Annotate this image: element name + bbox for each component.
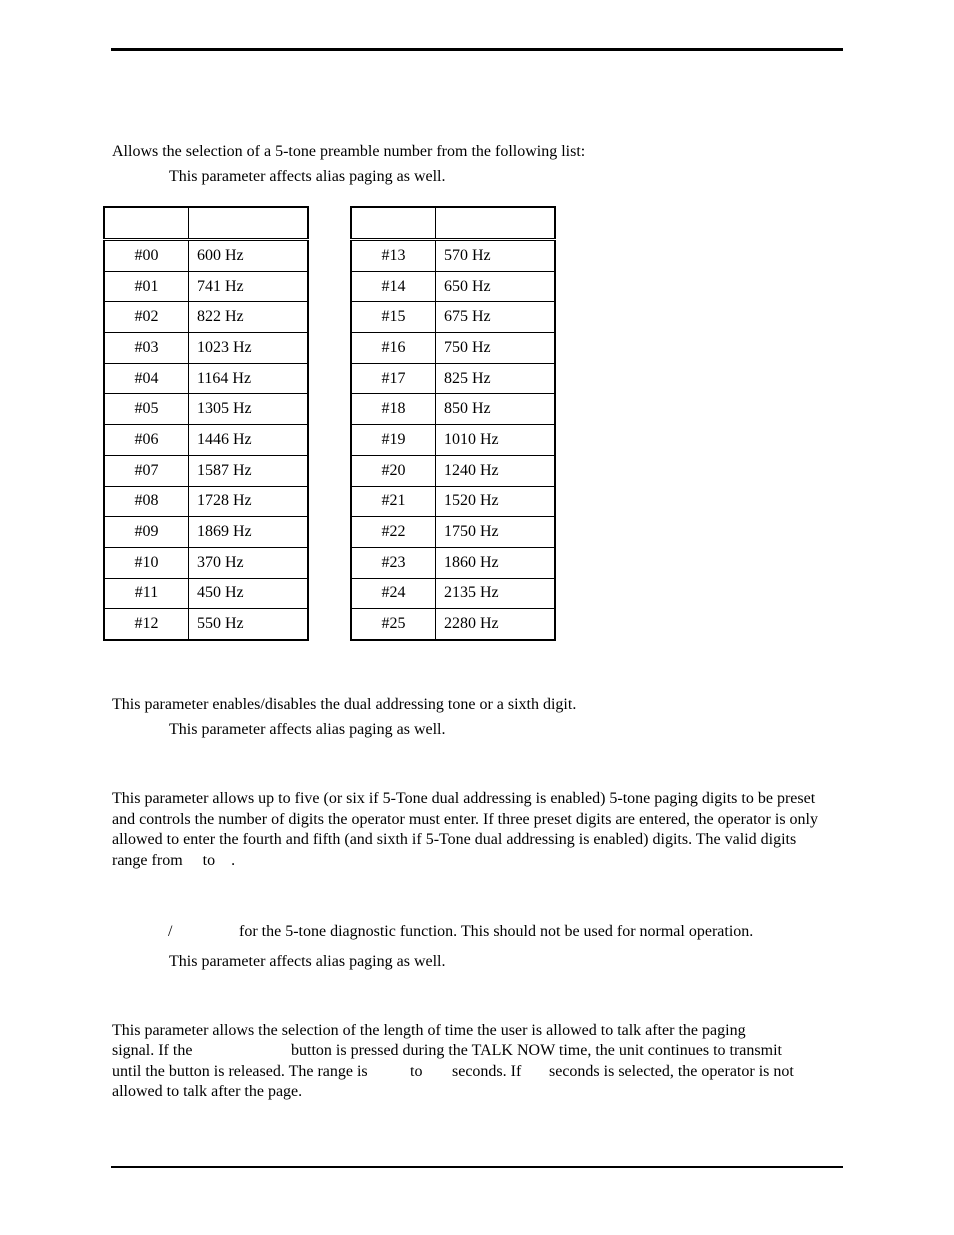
- preamble-number: #06: [104, 425, 189, 456]
- table-row: [351, 271, 555, 302]
- preset-text: [112, 789, 834, 871]
- preamble-frequency: 370 Hz: [189, 547, 309, 578]
- preamble-frequency: 650 Hz: [436, 271, 556, 302]
- preamble-number: #02: [104, 302, 189, 333]
- table-row: [104, 302, 308, 333]
- preamble-number: #24: [351, 578, 436, 609]
- preamble-number: #25: [351, 609, 436, 640]
- table-row: [104, 425, 308, 456]
- talk-line1: This parameter allows the selection of the length of time the user is allowed to talk after the paging: [112, 1022, 746, 1039]
- preamble-frequency: 1023 Hz: [189, 333, 309, 364]
- diag-slash: /: [168, 923, 173, 940]
- preamble-frequency: 822 Hz: [189, 302, 309, 333]
- dual-note: This parameter affects alias paging as well.: [169, 721, 446, 738]
- preamble-number: #09: [104, 517, 189, 548]
- table-row: [351, 517, 555, 548]
- preset-to: to: [202, 851, 216, 869]
- table-row: [104, 333, 308, 364]
- dual-text: This parameter enables/disables the dual addressing tone or a sixth digit.: [112, 696, 577, 713]
- preamble-number: #13: [351, 240, 436, 272]
- preset-body: This parameter allows up to five (or six if 5-Tone dual addressing is enabled) 5-tone paging digits to be preset and controls the number of digits the operator must enter. If three preset digits are entered, the operator is only allowed to enter the fourth and fifth (and sixth if 5-Tone dual addressing is enabled) digits. The valid digits range from: [112, 790, 818, 869]
- preamble-frequency: 1869 Hz: [189, 517, 309, 548]
- table-row: [104, 547, 308, 578]
- preamble-frequency: 825 Hz: [436, 363, 556, 394]
- table-row: [351, 240, 555, 272]
- table-header-cell: [104, 207, 189, 240]
- diag-text: for the 5-tone diagnostic function. This should not be used for normal operation.: [239, 923, 754, 940]
- preamble-number: #16: [351, 333, 436, 364]
- preamble-frequency: 570 Hz: [436, 240, 556, 272]
- table-row: [104, 240, 308, 272]
- header-rule: [111, 48, 843, 51]
- preamble-frequency: 2135 Hz: [436, 578, 556, 609]
- table-row: [351, 547, 555, 578]
- preamble-number: #20: [351, 455, 436, 486]
- preamble-table-right: [350, 206, 556, 641]
- table-header-cell: [351, 207, 436, 240]
- preamble-frequency: 1860 Hz: [436, 547, 556, 578]
- talk-line4: allowed to talk after the page.: [112, 1083, 303, 1100]
- preamble-frequency: 1520 Hz: [436, 486, 556, 517]
- talk-line2a: signal. If the: [112, 1042, 193, 1059]
- preamble-frequency: 1240 Hz: [436, 455, 556, 486]
- preamble-frequency: 1587 Hz: [189, 455, 309, 486]
- preamble-number: #08: [104, 486, 189, 517]
- diag-note: This parameter affects alias paging as well.: [169, 953, 446, 970]
- table-row: [351, 486, 555, 517]
- preamble-number: #14: [351, 271, 436, 302]
- preamble-number: #21: [351, 486, 436, 517]
- preamble-frequency: 675 Hz: [436, 302, 556, 333]
- table-row: [351, 425, 555, 456]
- table-row: [104, 455, 308, 486]
- table-row: [351, 302, 555, 333]
- preamble-frequency: 450 Hz: [189, 578, 309, 609]
- footer-rule: [111, 1166, 843, 1168]
- preamble-frequency: 1728 Hz: [189, 486, 309, 517]
- talk-line3b: to: [410, 1063, 423, 1080]
- preamble-frequency: 550 Hz: [189, 609, 309, 640]
- preamble-frequency: 741 Hz: [189, 271, 309, 302]
- preamble-number: #22: [351, 517, 436, 548]
- talk-line3c: seconds. If: [452, 1063, 522, 1080]
- preamble-number: #12: [104, 609, 189, 640]
- table-row: [104, 578, 308, 609]
- preset-end: .: [231, 851, 236, 869]
- preamble-frequency: 1446 Hz: [189, 425, 309, 456]
- preamble-note: This parameter affects alias paging as well.: [169, 168, 446, 185]
- table-row: [351, 333, 555, 364]
- preamble-number: #10: [104, 547, 189, 578]
- preamble-number: #01: [104, 271, 189, 302]
- table-row: [104, 363, 308, 394]
- table-row: [351, 455, 555, 486]
- preamble-number: #15: [351, 302, 436, 333]
- preamble-frequency: 1010 Hz: [436, 425, 556, 456]
- preamble-number: #07: [104, 455, 189, 486]
- preamble-frequency: 1750 Hz: [436, 517, 556, 548]
- talk-line3d: seconds is selected, the operator is not: [549, 1063, 794, 1080]
- preamble-table-left: [103, 206, 309, 641]
- table-row: [104, 271, 308, 302]
- preamble-frequency: 2280 Hz: [436, 609, 556, 640]
- table-row: [104, 486, 308, 517]
- preamble-frequency: 600 Hz: [189, 240, 309, 272]
- preamble-number: #05: [104, 394, 189, 425]
- preamble-number: #18: [351, 394, 436, 425]
- talk-line3a: until the button is released. The range is: [112, 1063, 368, 1080]
- table-row: [351, 394, 555, 425]
- table-row: [104, 609, 308, 640]
- preamble-number: #17: [351, 363, 436, 394]
- preamble-frequency: 1164 Hz: [189, 363, 309, 394]
- preamble-intro: Allows the selection of a 5-tone preamble number from the following list:: [112, 143, 586, 160]
- preamble-frequency: 1305 Hz: [189, 394, 309, 425]
- talk-line2b: button is pressed during the TALK NOW time, the unit continues to transmit: [291, 1042, 782, 1059]
- table-header-cell: [189, 207, 309, 240]
- table-row: [104, 394, 308, 425]
- preamble-number: #03: [104, 333, 189, 364]
- preamble-number: #11: [104, 578, 189, 609]
- table-row: [351, 363, 555, 394]
- preamble-frequency: 750 Hz: [436, 333, 556, 364]
- table-row: [351, 609, 555, 640]
- preamble-number: #19: [351, 425, 436, 456]
- preamble-frequency: 850 Hz: [436, 394, 556, 425]
- table-header-cell: [436, 207, 556, 240]
- preamble-number: #00: [104, 240, 189, 272]
- table-row: [104, 517, 308, 548]
- preamble-number: #23: [351, 547, 436, 578]
- table-row: [351, 578, 555, 609]
- preamble-number: #04: [104, 363, 189, 394]
